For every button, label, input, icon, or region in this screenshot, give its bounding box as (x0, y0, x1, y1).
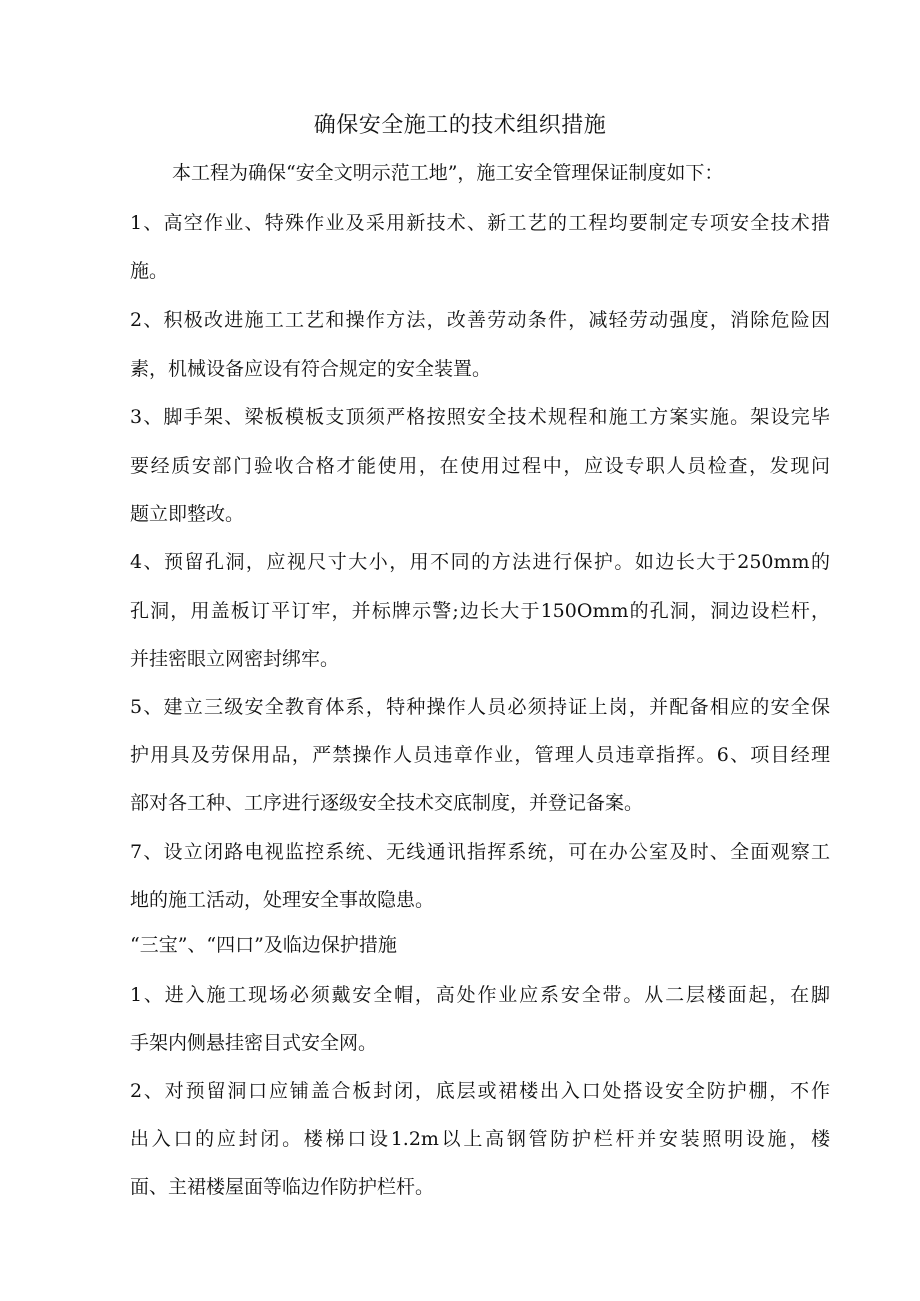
intro-paragraph: 本工程为确保“安全文明示范工地”，施工安全管理保证制度如下： (172, 162, 724, 184)
body-line: 护用具及劳保用品，严禁操作人员违章作业，管理人员违章指挥。6、项目经理 (130, 744, 830, 766)
document-title: 确保安全施工的技术组织措施 (313, 113, 607, 138)
body-line: 2、积极改进施工工艺和操作方法，改善劳动条件，减轻劳动强度，消除危险因 (130, 309, 830, 331)
body-line: 地的施工活动，处理安全事故隐患。 (130, 889, 435, 911)
section-subheading: “三宝”、“四口”及临边保护措施 (130, 934, 397, 956)
body-line: 5、建立三级安全教育体系，特种操作人员必须持证上岗，并配备相应的安全保 (130, 696, 830, 718)
body-line: 出入口的应封闭。楼梯口设1.2m以上高钢管防护栏杆并安装照明设施，楼 (130, 1128, 830, 1150)
body-line: 部对各工种、工序进行逐级安全技术交底制度，并登记备案。 (130, 792, 644, 814)
body-line: 3、脚手架、梁板模板支顶须严格按照安全技术规程和施工方案实施。架设完毕 (130, 406, 830, 428)
body-line: 素，机械设备应设有符合规定的安全装置。 (130, 358, 492, 380)
body-line: 要经质安部门验收合格才能使用，在使用过程中，应设专职人员检查，发现问 (130, 455, 830, 477)
body-line: 孔洞，用盖板订平订牢，并标牌示警;边长大于150Omm的孔洞，洞边设栏杆， (130, 600, 830, 622)
body-line: 4、预留孔洞，应视尺寸大小，用不同的方法进行保护。如边长大于250mm的 (130, 551, 830, 573)
body-line: 手架内侧悬挂密目式安全网。 (130, 1032, 378, 1054)
body-line: 面、主裙楼屋面等临边作防护栏杆。 (130, 1176, 435, 1198)
body-line: 2、对预留洞口应铺盖合板封闭，底层或裙楼出入口处搭设安全防护棚，不作 (130, 1080, 830, 1102)
body-line: 题立即整改。 (130, 503, 245, 525)
body-line: 7、设立闭路电视监控系统、无线通讯指挥系统，可在办公室及时、全面观察工 (130, 841, 830, 863)
body-line: 1、进入施工现场必须戴安全帽，高处作业应系安全带。从二层楼面起，在脚 (130, 984, 830, 1006)
body-line: 施。 (130, 260, 169, 282)
body-line: 1、高空作业、特殊作业及采用新技术、新工艺的工程均要制定专项安全技术措 (130, 212, 830, 234)
body-line: 并挂密眼立网密封绑牢。 (130, 648, 340, 670)
